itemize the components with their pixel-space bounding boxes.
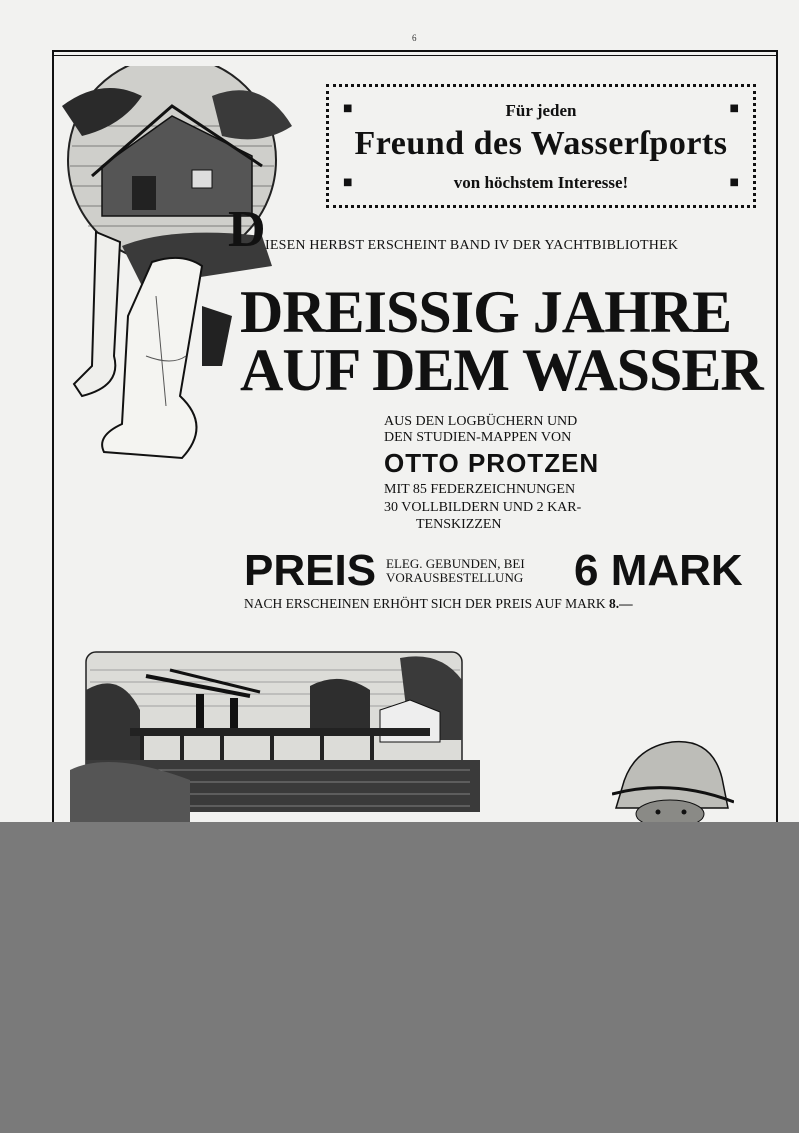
- scan-occlusion: [0, 822, 799, 1133]
- drop-capital: D: [228, 201, 266, 258]
- book-title-line-2: AUF DEM WASSER: [240, 337, 763, 403]
- price-detail-2: VORAUSBESTELLUNG: [386, 570, 524, 585]
- subtitle-line-4: 30 VOLLBILDERN UND 2 KAR-: [384, 500, 582, 515]
- ornament-icon: ■: [343, 177, 353, 188]
- price-amount: 6 MARK: [574, 546, 743, 595]
- book-title-line-1: DREISSIG JAHRE: [240, 279, 732, 345]
- subtitle-line-2: DEN STUDIEN-MAPPEN VON: [384, 430, 572, 445]
- fisherman-illustration: [612, 738, 734, 822]
- announcement-box: [326, 84, 756, 208]
- subtitle-line-3: MIT 85 FEDERZEICHNUNGEN: [384, 482, 576, 497]
- price-note: [244, 596, 633, 612]
- frame-top-rule: [52, 50, 778, 56]
- subtitle-line-5: TENSKIZZEN: [416, 517, 502, 532]
- ornament-icon: ■: [729, 103, 739, 114]
- price-detail-1: ELEG. GEBUNDEN, BEI: [386, 556, 525, 571]
- box-headline: Freund des Wasserſports: [354, 125, 728, 162]
- price-note-amount: 8.—: [609, 596, 633, 611]
- intro-line: IESEN HERBST ERSCHEINT BAND IV DER YACHTBIBLIOTHEK: [265, 238, 679, 253]
- price-label: PREIS: [244, 546, 377, 595]
- ornament-icon: ■: [343, 103, 353, 114]
- author-name: OTTO PROTZEN: [384, 448, 600, 478]
- drawbridge-illustration: [70, 650, 480, 822]
- ornament-icon: ■: [729, 177, 739, 188]
- box-line-3: von höchstem Interesse!: [453, 173, 629, 192]
- page-number: 6: [412, 33, 417, 43]
- box-line-1: Für jeden: [505, 101, 577, 120]
- subtitle-line-1: AUS DEN LOGBÜCHERN UND: [384, 414, 578, 429]
- price-note-text: NACH ERSCHEINEN ERHÖHT SICH DER PREIS AUF MARK: [244, 596, 606, 611]
